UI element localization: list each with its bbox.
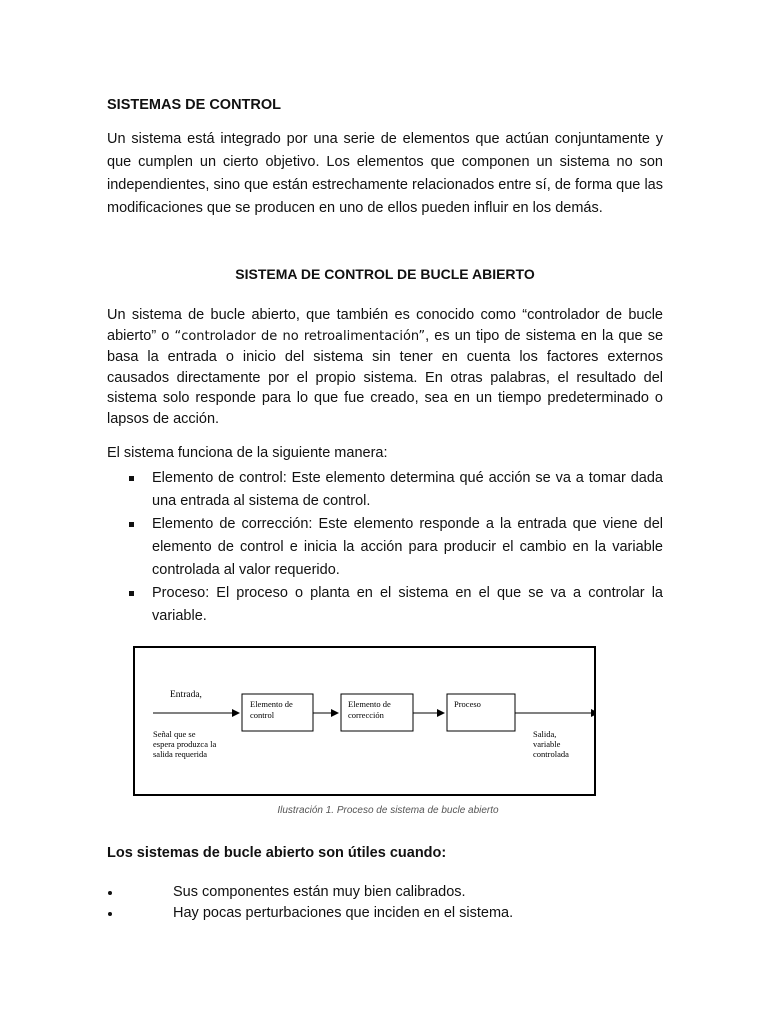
bullet-icon xyxy=(108,912,112,916)
input-label: Entrada, xyxy=(170,690,202,700)
input-desc-line1: Señal que se xyxy=(153,729,196,739)
open-loop-diagram xyxy=(133,646,596,796)
output-line3: controlada xyxy=(533,749,569,759)
square-bullet-icon xyxy=(129,476,134,481)
correction-box-line2: corrección xyxy=(348,710,384,720)
process-box-label: Proceso xyxy=(454,699,481,709)
figure-caption: Ilustración 1. Proceso de sistema de bucle abierto xyxy=(277,805,499,816)
output-line1: Salida, xyxy=(533,729,557,739)
bullet-icon xyxy=(108,891,112,895)
term-open-loop-controller: “controlador de bucle abierto” xyxy=(107,307,663,344)
control-box-line2: control xyxy=(250,710,275,720)
square-bullet-icon xyxy=(129,591,134,596)
list-item xyxy=(107,467,663,513)
list-item xyxy=(107,513,663,582)
output-line2: variable xyxy=(533,739,561,749)
input-desc-line3: salida requerida xyxy=(153,749,208,759)
list-item-text: Sus componentes están muy bien calibrados. xyxy=(173,884,466,900)
term-no-feedback-controller: “controlador de no retroalimentación” xyxy=(174,328,426,344)
intro-paragraph: Un sistema está integrado por una serie de elementos que actúan conjuntamente y que cumplen un cierto objetivo. Los elementos que componen un sistema no son independientes, sino que están estrechamente relacionados entre sí, de forma que las modificaciones que se producen en uno de ellos pueden influir en los demás. xyxy=(107,131,663,216)
list-item-text: Proceso: El proceso o planta en el sistema en el que se va a controlar la variable. xyxy=(152,585,663,624)
page-title: SISTEMAS DE CONTROL xyxy=(107,97,282,113)
square-bullet-icon xyxy=(129,522,134,527)
section-title: SISTEMA DE CONTROL DE BUCLE ABIERTO xyxy=(235,266,535,282)
list-item-text: Hay pocas perturbaciones que inciden en el sistema. xyxy=(173,905,514,921)
function-intro: El sistema funciona de la siguiente manera: xyxy=(107,445,388,461)
list-item xyxy=(107,882,667,903)
elements-list xyxy=(107,467,663,628)
useful-title: Los sistemas de bucle abierto son útiles cuando: xyxy=(107,845,447,861)
control-box-line1: Elemento de xyxy=(250,699,293,709)
open-loop-paragraph xyxy=(107,305,663,429)
diagram-svg xyxy=(135,648,594,794)
open-loop-text-3: , es un tipo de sistema en la que se basa la entrada o inicio del sistema sin tener en cuenta los factores externos causados directamente por el propio sistema. En otras palabras, el resultado del sistema solo responde para lo que fue creado, sea en un tiempo predeterminado o lapsos de acción. xyxy=(107,327,664,427)
list-item xyxy=(107,903,667,924)
list-item-text: Elemento de corrección: Este elemento responde a la entrada que viene del elemento de control e inicia la acción para producir el cambio en la variable controlada al valor requerido. xyxy=(152,516,663,578)
list-item xyxy=(107,582,663,628)
document-body xyxy=(107,96,663,628)
list-item-text: Elemento de control: Este elemento determina qué acción se va a tomar dada una entrada al sistema de control. xyxy=(152,470,663,509)
open-loop-text-2: o xyxy=(156,327,175,344)
useful-list xyxy=(107,882,667,924)
open-loop-text-1: Un sistema de bucle abierto, que también es conocido como xyxy=(107,307,523,323)
correction-box-line1: Elemento de xyxy=(348,699,391,709)
input-desc-line2: espera produzca la xyxy=(153,739,217,749)
